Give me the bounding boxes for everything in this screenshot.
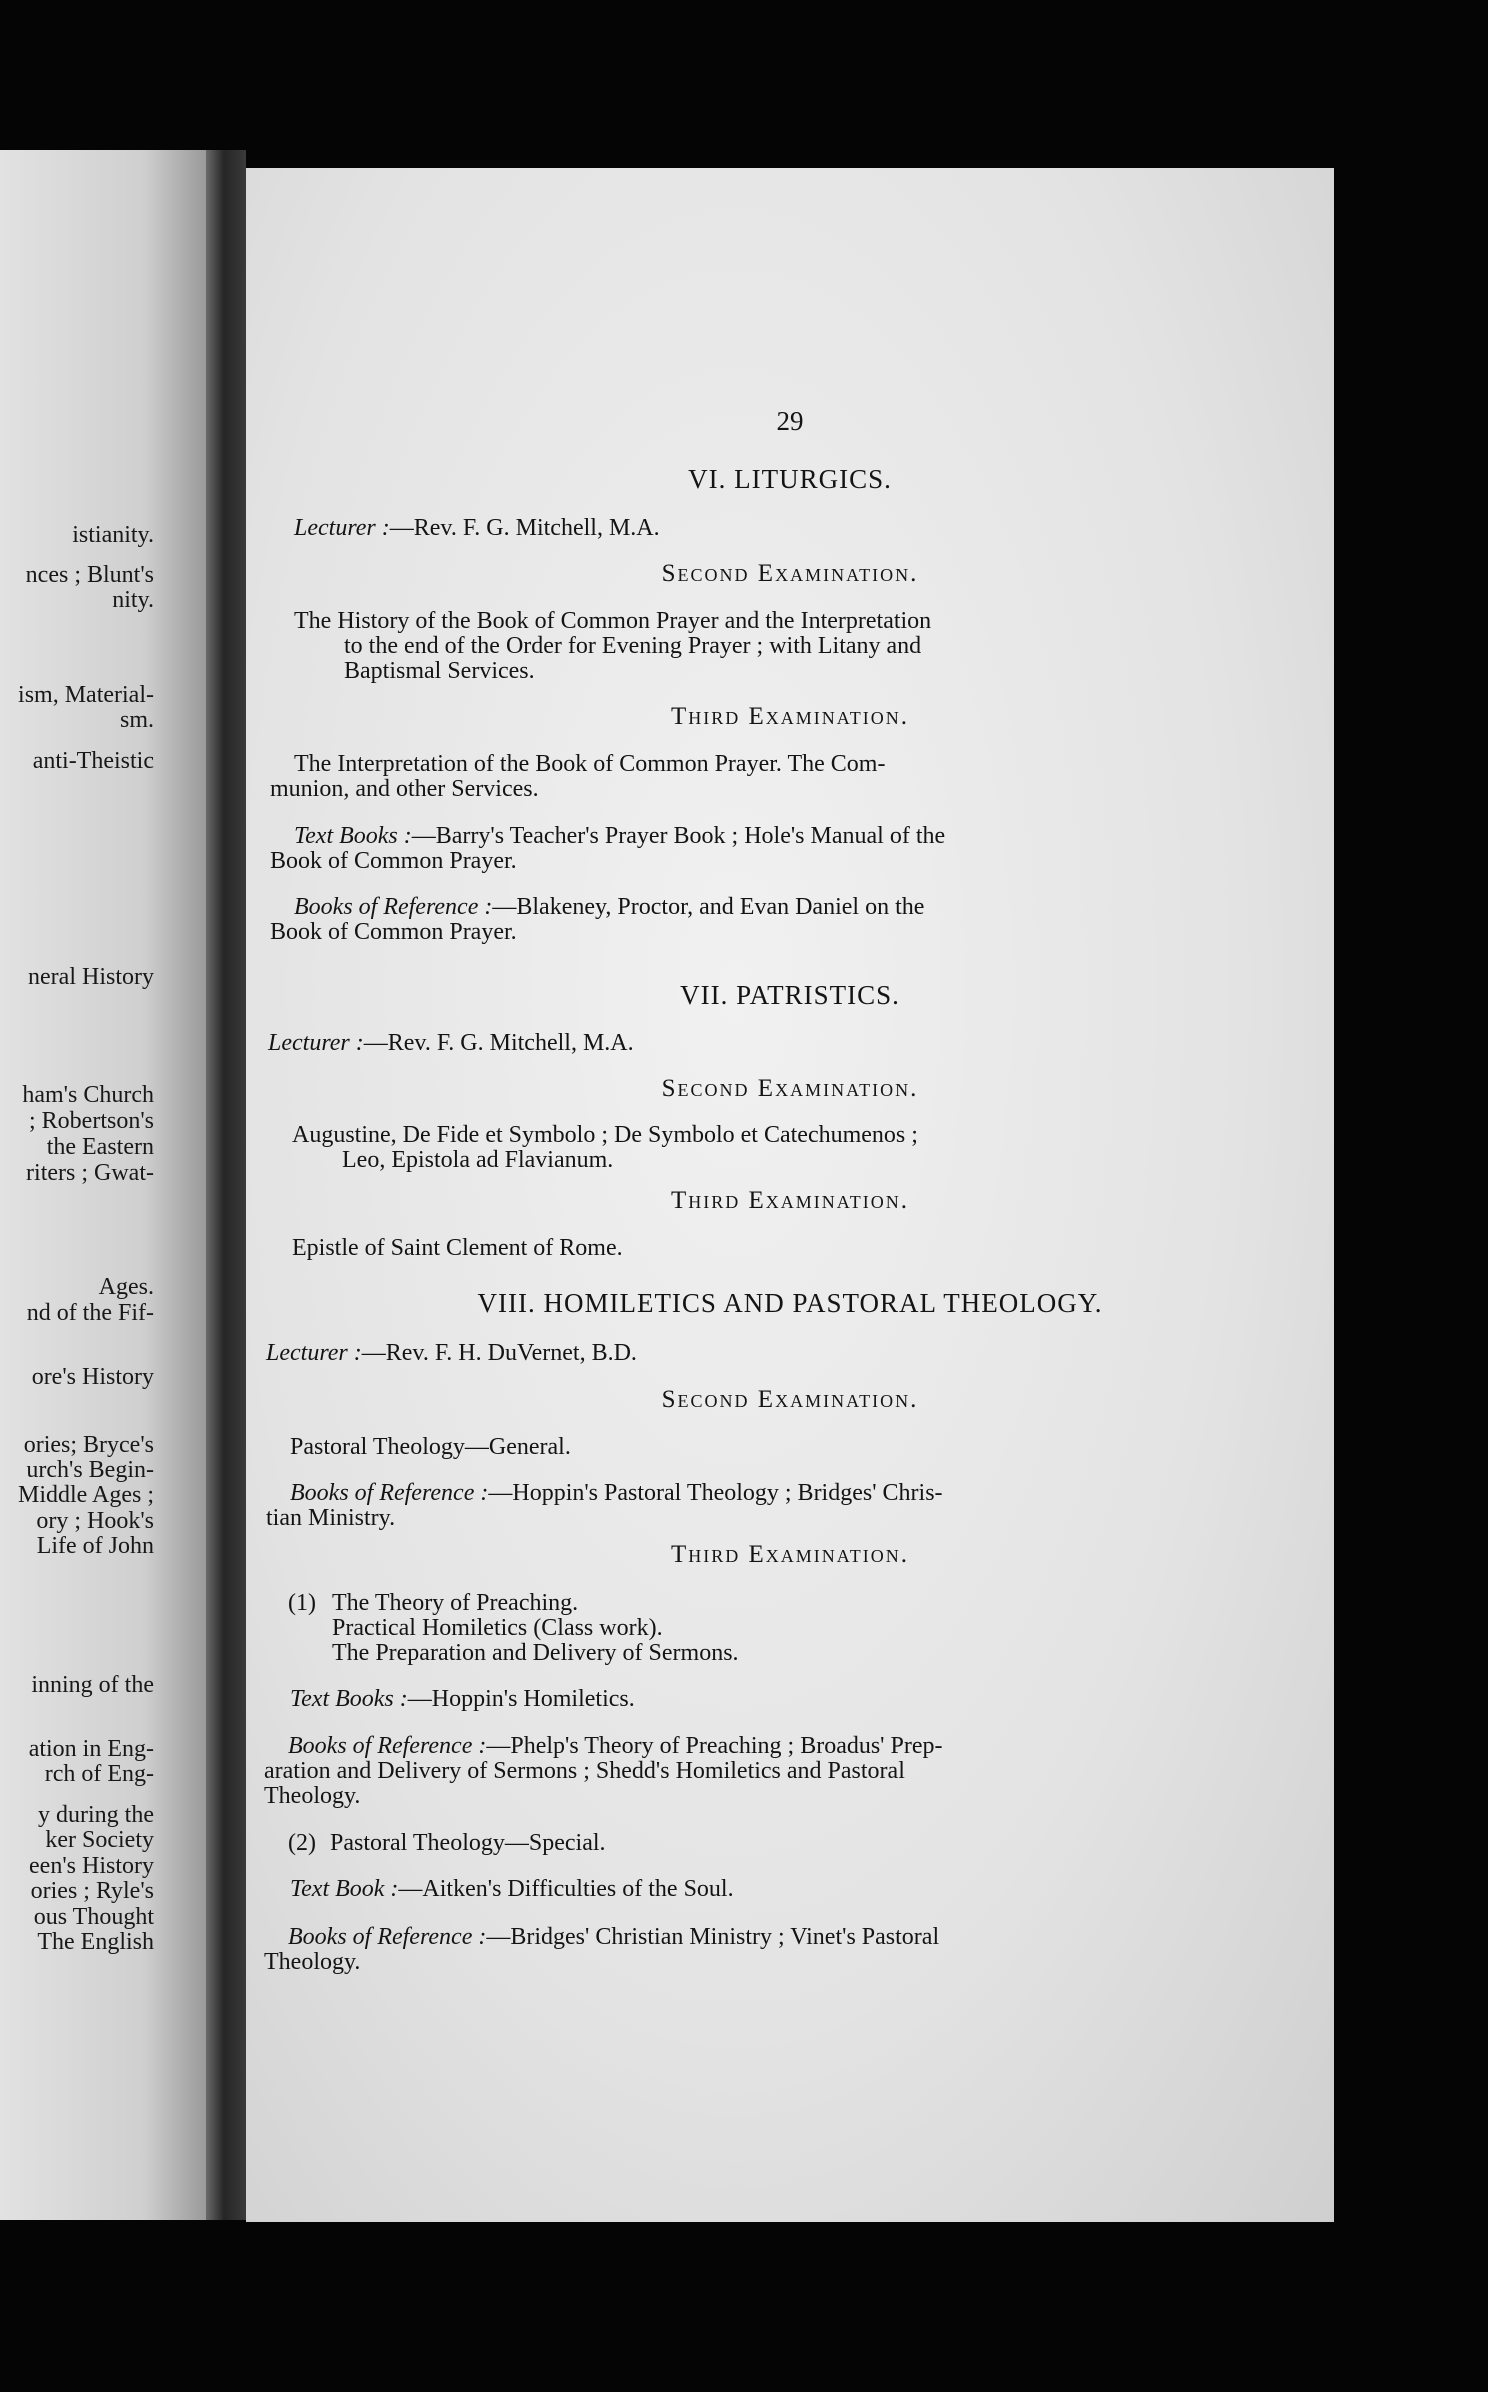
textbook-text: —Aitken's Difficulties of the Soul.	[398, 1876, 734, 1902]
subheading-second-examination: Second Examination.	[661, 1075, 919, 1102]
lecturer-label: Lecturer :	[266, 1340, 362, 1366]
reference-text: —Bridges' Christian Ministry ; Vinet's Pastoral	[486, 1924, 940, 1950]
lecturer-label: Lecturer :	[294, 515, 390, 541]
facing-page-line: ation in Eng-	[28, 1736, 154, 1762]
paragraph-line: Theology.	[264, 1783, 361, 1809]
facing-page-line: ker Society	[45, 1827, 154, 1853]
facing-page-line: anti-Theistic	[32, 748, 154, 774]
lecturer-name: —Rev. F. G. Mitchell, M.A.	[389, 515, 660, 541]
paragraph-line: tian Ministry.	[266, 1505, 396, 1531]
section-heading-liturgics: VI. LITURGICS.	[688, 464, 892, 494]
facing-page-line: ory ; Hook's	[36, 1508, 154, 1534]
facing-page-fragment	[0, 150, 206, 2220]
reference-text: —Blakeney, Proctor, and Evan Daniel on the	[492, 894, 925, 920]
page-29	[246, 168, 1334, 2222]
textbook-label: Text Book :	[290, 1876, 399, 1902]
subheading-third-examination: Third Examination.	[670, 703, 910, 730]
facing-page-line: Life of John	[36, 1533, 154, 1559]
facing-page-line: ous Thought	[33, 1904, 154, 1930]
facing-page-line: The English	[37, 1929, 154, 1955]
facing-page-line: inning of the	[31, 1672, 154, 1698]
list-item: The Theory of Preaching.	[332, 1590, 579, 1616]
facing-page-line: een's History	[29, 1853, 154, 1879]
paragraph-line: Pastoral Theology—General.	[290, 1434, 571, 1460]
facing-page-line: ham's Church	[22, 1082, 154, 1108]
reference-label: Books of Reference :	[288, 1924, 487, 1950]
paragraph-line: Epistle of Saint Clement of Rome.	[292, 1235, 623, 1261]
reference-line	[288, 1733, 943, 1760]
list-item-number: (1)	[288, 1590, 316, 1616]
paragraph-line: Baptismal Services.	[344, 658, 535, 684]
lecturer-line	[268, 1030, 634, 1057]
list-item: The Preparation and Delivery of Sermons.	[332, 1640, 739, 1666]
facing-page-line: the Eastern	[46, 1134, 154, 1160]
page-number: 29	[776, 406, 804, 436]
lecturer-name: —Rev. F. H. DuVernet, B.D.	[361, 1340, 637, 1366]
lecturer-line	[266, 1340, 637, 1367]
facing-page-line: istianity.	[72, 522, 154, 548]
paragraph-line: Theology.	[264, 1949, 361, 1975]
facing-page-line: sm.	[119, 707, 154, 733]
textbooks-line	[294, 823, 945, 850]
facing-page-line: Middle Ages ;	[18, 1482, 154, 1508]
textbook-line	[290, 1876, 734, 1903]
lecturer-label: Lecturer :	[268, 1030, 364, 1056]
facing-page-line: neral History	[28, 964, 154, 990]
reference-text: —Hoppin's Pastoral Theology ; Bridges' Chris-	[488, 1480, 943, 1506]
paragraph-line: The Interpretation of the Book of Common Prayer. The Com-	[294, 751, 886, 777]
paragraph-line: aration and Delivery of Sermons ; Shedd's Homiletics and Pastoral	[264, 1758, 905, 1784]
list-item: Practical Homiletics (Class work).	[332, 1615, 663, 1641]
facing-page-line: nity.	[112, 587, 154, 613]
facing-page-line: urch's Begin-	[26, 1457, 154, 1483]
subheading-second-examination: Second Examination.	[661, 1386, 919, 1413]
paragraph-line: Augustine, De Fide et Symbolo ; De Symbolo et Catechumenos ;	[292, 1122, 918, 1148]
facing-page-line: nd of the Fif-	[26, 1300, 154, 1326]
textbooks-line	[290, 1686, 635, 1713]
reference-label: Books of Reference :	[294, 894, 493, 920]
facing-page-line: ore's History	[31, 1364, 154, 1390]
paragraph-line: Book of Common Prayer.	[270, 848, 517, 874]
reference-label: Books of Reference :	[290, 1480, 489, 1506]
paragraph-line: The History of the Book of Common Prayer and the Interpretation	[294, 608, 932, 634]
list-item: Pastoral Theology—Special.	[330, 1830, 606, 1856]
facing-page-line: y during the	[38, 1802, 154, 1828]
lecturer-name: —Rev. F. G. Mitchell, M.A.	[363, 1030, 634, 1056]
facing-page-line: Ages.	[98, 1274, 154, 1300]
reference-line	[290, 1480, 943, 1507]
facing-page-line: rch of Eng-	[44, 1761, 154, 1787]
subheading-second-examination: Second Examination.	[661, 560, 919, 587]
section-heading-patristics: VII. PATRISTICS.	[680, 980, 900, 1010]
facing-page-line: ; Robertson's	[29, 1108, 154, 1134]
subheading-third-examination: Third Examination.	[670, 1541, 910, 1568]
paragraph-line: Leo, Epistola ad Flavianum.	[342, 1147, 614, 1173]
paragraph-line: munion, and other Services.	[270, 776, 539, 802]
textbooks-text: —Hoppin's Homiletics.	[407, 1686, 635, 1712]
reference-line	[294, 894, 924, 921]
reference-text: —Phelp's Theory of Preaching ; Broadus' Prep-	[486, 1733, 943, 1759]
section-heading-homiletics: VIII. HOMILETICS AND PASTORAL THEOLOGY.	[477, 1288, 1103, 1318]
facing-page-line: nces ; Blunt's	[25, 562, 154, 588]
textbooks-label: Text Books :	[290, 1686, 408, 1712]
paragraph-line: to the end of the Order for Evening Prayer ; with Litany and	[344, 633, 922, 659]
facing-page-line: ories; Bryce's	[23, 1432, 154, 1458]
book-gutter	[206, 150, 246, 2220]
list-item-number: (2)	[288, 1830, 316, 1856]
facing-page-line: riters ; Gwat-	[26, 1160, 154, 1186]
lecturer-line	[294, 515, 660, 542]
reference-line	[288, 1924, 939, 1951]
facing-page-line: ism, Material-	[18, 682, 154, 708]
textbooks-label: Text Books :	[294, 823, 412, 849]
textbooks-text: —Barry's Teacher's Prayer Book ; Hole's Manual of the	[411, 823, 946, 849]
reference-label: Books of Reference :	[288, 1733, 487, 1759]
paragraph-line: Book of Common Prayer.	[270, 919, 517, 945]
facing-page-line: ories ; Ryle's	[30, 1878, 154, 1904]
subheading-third-examination: Third Examination.	[670, 1187, 910, 1214]
